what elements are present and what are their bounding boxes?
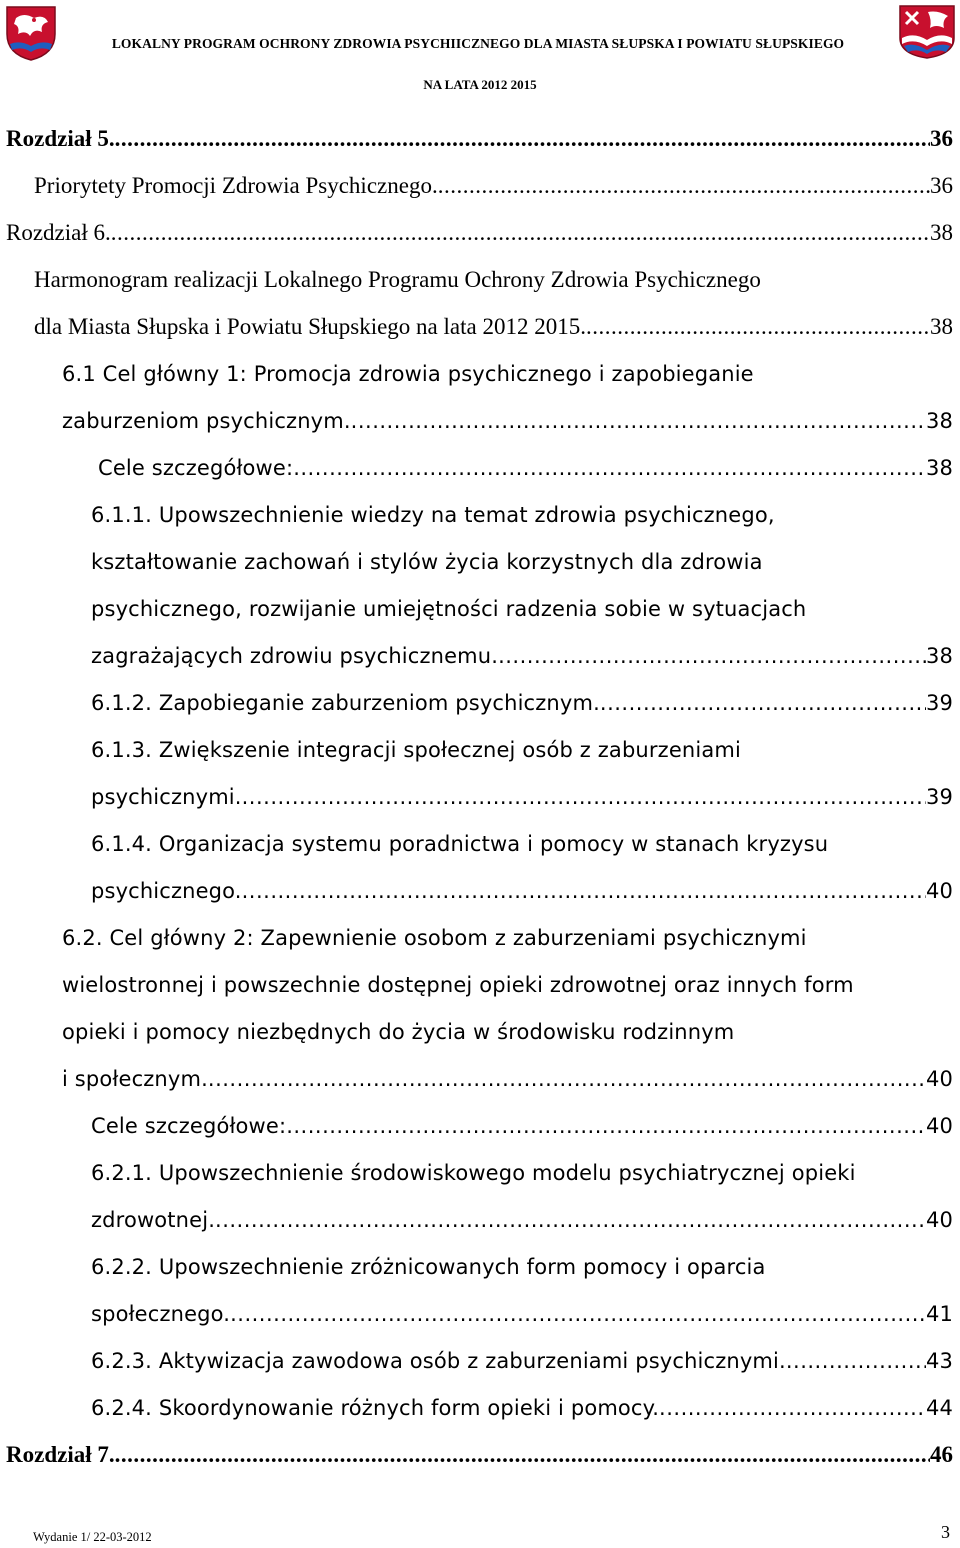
toc-entry-6-1-4[interactable] (91, 868, 953, 914)
toc-entry-6-1-2[interactable] (91, 680, 953, 726)
toc-dot-leader (242, 774, 926, 820)
toc-page-number: 36 (930, 173, 953, 198)
toc-dot-leader (115, 116, 930, 162)
toc-page-number: 43 (925, 1349, 953, 1373)
toc-entry-rozdzial-7[interactable] (6, 1432, 953, 1478)
header-subtitle: NA LATA 2012 2015 (423, 77, 537, 92)
toc-entry-priorytety[interactable] (34, 163, 953, 209)
toc-entry-text: Rozdział 5. (6, 126, 115, 151)
toc-entry-6-2-2-line-1[interactable]: 6.2.2. Upowszechnienie zróżnicowanych form pomocy i oparcia (91, 1255, 766, 1279)
toc-entry-cel-1-line-1[interactable]: 6.1 Cel główny 1: Promocja zdrowia psychicznego i zapobieganie (62, 362, 754, 386)
toc-page-number: 41 (925, 1302, 953, 1326)
toc-entry-6-1-1-line-1[interactable]: 6.1.1. Upowszechnienie wiedzy na temat zdrowia psychicznego, (91, 503, 775, 527)
toc-entry-text: Cele szczegółowe: (91, 1114, 287, 1138)
slupsk-coat-of-arms-icon (4, 4, 58, 62)
toc-page-number: 38 (925, 409, 953, 433)
toc-entry-cel-2-line-1[interactable]: 6.2. Cel główny 2: Zapewnienie osobom z zaburzeniami psychicznymi (62, 926, 807, 950)
powiat-coat-of-arms-icon (898, 4, 956, 60)
toc-entry-text: psychicznego. (91, 879, 242, 903)
toc-page-number: 38 (925, 644, 953, 668)
toc-page-number: 38 (930, 314, 953, 339)
toc-page-number: 46 (930, 1442, 953, 1467)
toc-entry-text: Rozdział 6. (6, 220, 111, 245)
toc-entry-cel-2[interactable] (62, 1056, 953, 1102)
toc-page-number: 38 (925, 456, 953, 480)
toc-entry-6-1-3-line-1[interactable]: 6.1.3. Zwiększenie integracji społecznej osób z zaburzeniami (91, 738, 741, 762)
footer-page-number: 3 (941, 1522, 950, 1542)
toc-page-number: 40 (925, 1114, 953, 1138)
toc-entry-text: zdrowotnej. (91, 1208, 216, 1232)
toc-dot-leader (498, 633, 926, 679)
toc-entry-6-2-2[interactable] (91, 1291, 953, 1337)
footer-edition: Wydanie 1/ 22-03-2012 (33, 1530, 152, 1544)
toc-dot-leader (215, 1197, 926, 1243)
toc-entry-cel-2-line-2[interactable]: wielostronnej i powszechnie dostępnej opieki zdrowotnej oraz innych form (62, 973, 854, 997)
toc-dot-leader (438, 163, 930, 209)
toc-entry-6-1-1-line-3[interactable]: psychicznego, rozwijanie umiejętności radzenia sobie w sytuacjach (91, 597, 807, 621)
header-title: LOKALNY PROGRAM OCHRONY ZDROWIA PSYCHIICZNEGO DLA MIASTA SŁUPSKA I POWIATU SŁUPSKIEGO (111, 36, 845, 51)
toc-entry-text: zaburzeniom psychicznym. (62, 409, 351, 433)
toc-dot-leader (293, 445, 926, 491)
toc-page-number: 40 (925, 1067, 953, 1091)
toc-entry-6-2-4[interactable] (91, 1385, 953, 1431)
toc-dot-leader (230, 1291, 926, 1337)
toc-entry-text: psychicznymi. (91, 785, 242, 809)
toc-page-number: 44 (925, 1396, 953, 1420)
toc-entry-6-2-1[interactable] (91, 1197, 953, 1243)
toc-entry-text: 6.2.4. Skoordynowanie różnych form opieki i pomocy. (91, 1396, 660, 1420)
toc-entry-6-1-4-line-1[interactable]: 6.1.4. Organizacja systemu poradnictwa i pomocy w stanach kryzysu (91, 832, 829, 856)
toc-dot-leader (286, 1103, 926, 1149)
toc-entry-text: i społecznym. (62, 1067, 208, 1091)
toc-entry-6-2-1-line-1[interactable]: 6.2.1. Upowszechnienie środowiskowego modelu psychiatrycznej opieki (91, 1161, 856, 1185)
toc-dot-leader (786, 1338, 926, 1384)
toc-entry-cele-szczegolowe-2[interactable] (91, 1103, 953, 1149)
toc-entry-text: Rozdział 7. (6, 1442, 115, 1467)
toc-entry-harmonogram[interactable] (34, 304, 953, 350)
toc-entry-text: Cele szczegółowe: (98, 456, 294, 480)
toc-entry-harmonogram-line-1[interactable]: Harmonogram realizacji Lokalnego Programu Ochrony Zdrowia Psychicznego (34, 267, 761, 292)
toc-entry-text: Priorytety Promocji Zdrowia Psychicznego. (34, 173, 438, 198)
toc-dot-leader (659, 1385, 926, 1431)
toc-entry-6-1-1[interactable] (91, 633, 953, 679)
toc-entry-rozdzial-6[interactable] (6, 210, 953, 256)
toc-entry-6-1-3[interactable] (91, 774, 953, 820)
toc-entry-rozdzial-5[interactable] (6, 116, 953, 162)
toc-entry-text: dla Miasta Słupska i Powiatu Słupskiego na lata 2012 2015. (34, 314, 586, 339)
toc-entry-cele-szczegolowe-1[interactable] (98, 445, 953, 491)
toc-entry-6-1-1-line-2[interactable]: kształtowanie zachowań i stylów życia korzystnych dla zdrowia (91, 550, 763, 574)
toc-entry-6-2-3[interactable] (91, 1338, 953, 1384)
toc-dot-leader (111, 210, 930, 256)
toc-dot-leader (208, 1056, 926, 1102)
toc-entry-cel-2-line-3[interactable]: opieki i pomocy niezbędnych do życia w środowisku rodzinnym (62, 1020, 735, 1044)
toc-entry-text: 6.2.3. Aktywizacja zawodowa osób z zaburzeniami psychicznymi. (91, 1349, 786, 1373)
toc-dot-leader (115, 1432, 930, 1478)
toc-page-number: 40 (925, 1208, 953, 1232)
toc-dot-leader (586, 304, 930, 350)
toc-entry-cel-1[interactable] (62, 398, 953, 444)
toc-page-number: 39 (925, 785, 953, 809)
toc-page-number: 36 (930, 126, 953, 151)
toc-dot-leader (600, 680, 926, 726)
toc-entry-text: 6.1.2. Zapobieganie zaburzeniom psychicznym. (91, 691, 600, 715)
toc-entry-text: społecznego. (91, 1302, 231, 1326)
toc-entry-text: zagrażających zdrowiu psychicznemu. (91, 644, 499, 668)
toc-page-number: 38 (930, 220, 953, 245)
toc-page-number: 39 (925, 691, 953, 715)
toc-dot-leader (351, 398, 926, 444)
page-header (0, 0, 960, 100)
toc-page-number: 40 (925, 879, 953, 903)
toc-dot-leader (242, 868, 926, 914)
